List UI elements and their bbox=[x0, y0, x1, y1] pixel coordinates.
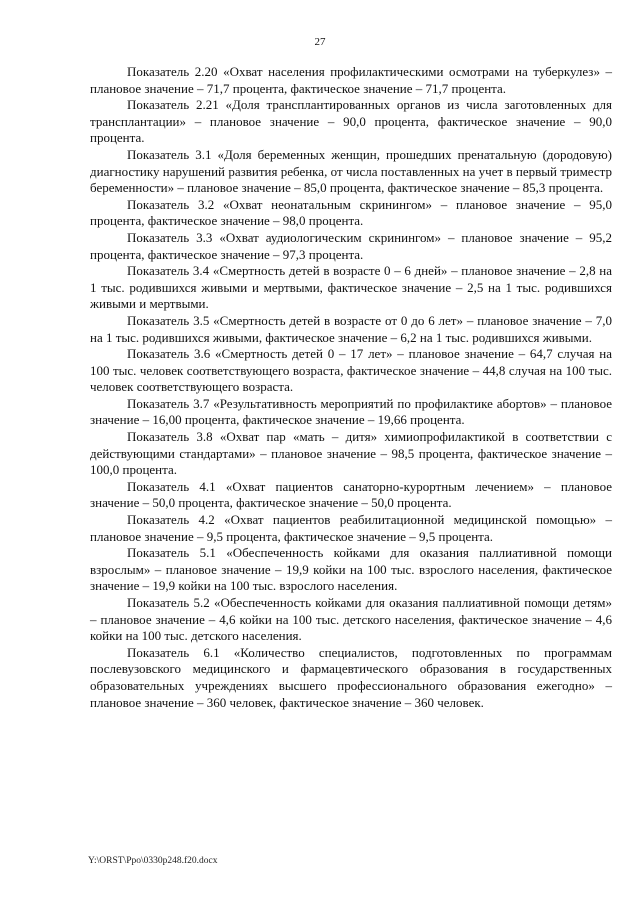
paragraph-indicator-3-6: Показатель 3.6 «Смертность детей 0 – 17 лет» – плановое значение – 64,7 случая на 100 тыс. человек соответствующего возраста, фактическое значение – 44,8 случая на 100 тыс. человек соответствующего возраста. bbox=[90, 346, 612, 395]
paragraph-indicator-2-21: Показатель 2.21 «Доля трансплантированных органов из числа заготовленных для трансплантации» – плановое значение – 90,0 процента, фактическое значение – 90,0 процента. bbox=[90, 97, 612, 146]
paragraph-indicator-4-1: Показатель 4.1 «Охват пациентов санаторно-курортным лечением» – плановое значение – 50,0 процента, фактическое значение – 50,0 процента. bbox=[90, 478, 612, 511]
paragraph-indicator-6-1: Показатель 6.1 «Количество специалистов, подготовленных по программам послевузовского медицинского и фармацевтического образования в государственных образовательных учреждениях высшего профессионального образования ежегодно» – плановое значение – 360 человек, фактическое значение – 360 человек. bbox=[90, 644, 612, 710]
paragraph-indicator-3-4: Показатель 3.4 «Смертность детей в возрасте 0 – 6 дней» – плановое значение – 2,8 на 1 тыс. родившихся живыми и мертвыми, фактическое значение – 2,5 на 1 тыс. родившихся живыми и мертвыми. bbox=[90, 263, 612, 312]
footer-file-path: Y:\ORST\Ppo\0330p248.f20.docx bbox=[88, 856, 218, 866]
paragraph-indicator-3-2: Показатель 3.2 «Охват неонатальным скринингом» – плановое значение – 95,0 процента, фактическое значение – 98,0 процента. bbox=[90, 196, 612, 229]
page-number: 27 bbox=[314, 36, 326, 48]
document-body bbox=[90, 64, 612, 711]
paragraph-indicator-3-7: Показатель 3.7 «Результативность мероприятий по профилактике абортов» – плановое значение – 16,00 процента, фактическое значение – 19,66 процента. bbox=[90, 395, 612, 428]
paragraph-indicator-3-1: Показатель 3.1 «Доля беременных женщин, прошедших пренатальную (дородовую) диагностику нарушений развития ребенка, от числа поставленных на учет в первый триместр беременности» – плановое значение – 85,0 процента, фактическое значение – 85,3 процента. bbox=[90, 146, 612, 196]
paragraph-indicator-3-3: Показатель 3.3 «Охват аудиологическим скринингом» – плановое значение – 95,2 процента, фактическое значение – 97,3 процента. bbox=[90, 229, 612, 262]
paragraph-indicator-3-5: Показатель 3.5 «Смертность детей в возрасте от 0 до 6 лет» – плановое значение – 7,0 на 1 тыс. родившихся живыми, фактическое значение – 6,2 на 1 тыс. родившихся живыми. bbox=[90, 312, 612, 345]
paragraph-indicator-4-2: Показатель 4.2 «Охват пациентов реабилитационной медицинской помощью» – плановое значение – 9,5 процента, фактическое значение – 9,5 процента. bbox=[90, 512, 612, 544]
paragraph-indicator-5-1: Показатель 5.1 «Обеспеченность койками для оказания паллиативной помощи взрослым» – плановое значение – 19,9 койки на 100 тыс. взрослого населения, фактическое значение – 19,9 койки на 100 тыс. взрослого населения. bbox=[90, 545, 612, 594]
paragraph-indicator-5-2: Показатель 5.2 «Обеспеченность койками для оказания паллиативной помощи детям» – плановое значение – 4,6 койки на 100 тыс. детского населения, фактическое значение – 4,6 койки на 100 тыс. детского населения. bbox=[90, 595, 612, 644]
paragraph-indicator-3-8: Показатель 3.8 «Охват пар «мать – дитя» химиопрофилактикой в соответствии с действующими стандартами» – плановое значение – 98,5 процента, фактическое значение – 100,0 процента. bbox=[90, 429, 612, 478]
paragraph-indicator-2-20: Показатель 2.20 «Охват населения профилактическими осмотрами на туберкулез» – плановое значение – 71,7 процента, фактическое значение – 71,7 процента. bbox=[90, 64, 612, 96]
